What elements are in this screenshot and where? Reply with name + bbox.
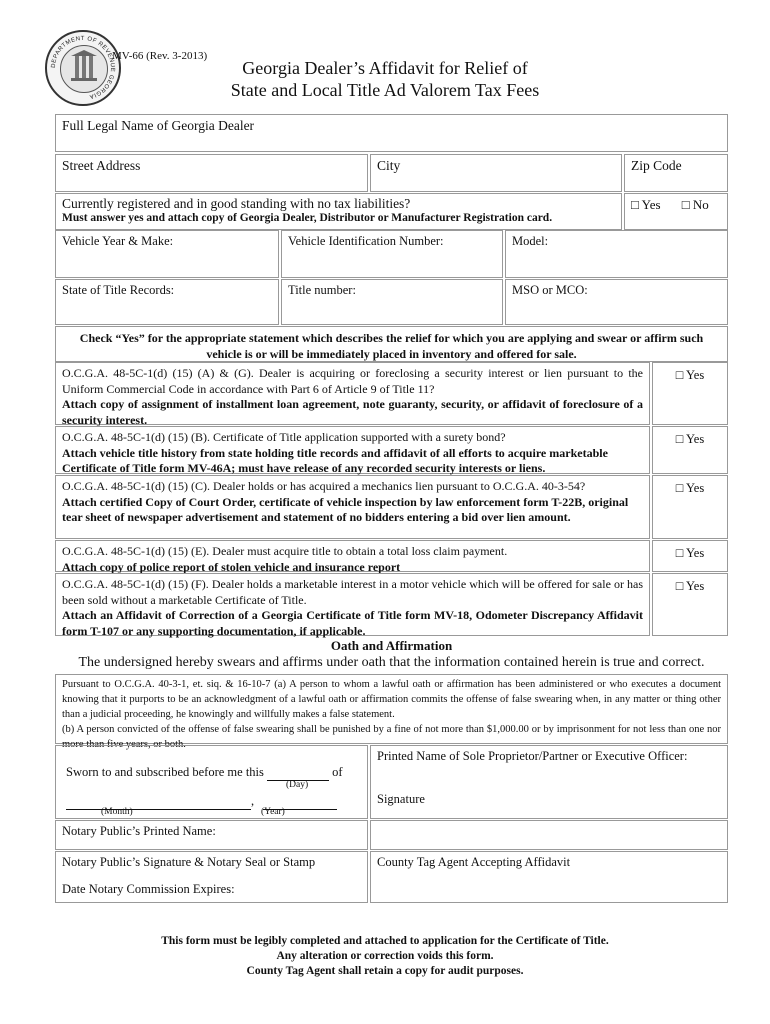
sworn-of: of [332,765,343,779]
notary-signature-label: Notary Public’s Signature & Notary Seal or Stamp [62,855,316,869]
statute-part-b: (b) A person convicted of the offense of false swearing shall be punished by a fine of not more than $1,000.00 or by imprisonment for not less than one nor more than five years, or both. [62,723,721,750]
vehicle-year-make-label: Vehicle Year & Make: [62,234,174,248]
zip-code-label: Zip Code [631,158,682,173]
form-title-line2: State and Local Title Ad Valorem Tax Fees [230,80,540,100]
month-blank[interactable] [66,794,251,810]
sworn-date-block: Sworn to and subscribed before me this of (Day) , (Month) (Year) [55,745,368,819]
relief-item-c [55,475,650,539]
street-address-label: Street Address [62,158,141,173]
commission-expires-label: Date Notary Commission Expires: [62,882,235,896]
registration-no-checkbox[interactable]: □ No [681,197,709,212]
footer-line3: County Tag Agent shall retain a copy for audit purposes. [246,965,524,977]
relief-item-e-statement: O.C.G.A. 48-5C-1(d) (15) (E). Dealer must acquire title to obtain a total loss claim payment. [62,544,508,558]
zip-code-field[interactable] [624,154,728,192]
relief-item-b [55,426,650,474]
year-caption: (Year) [261,807,285,817]
relief-item-a-g-yes-checkbox[interactable]: □ Yes [652,362,728,425]
blank-field[interactable] [370,820,728,850]
relief-item-e-yes-checkbox[interactable]: □ Yes [652,540,728,572]
relief-item-f [55,573,650,636]
day-blank[interactable] [267,765,329,781]
notary-printed-name-label: Notary Public’s Printed Name: [62,824,216,838]
relief-item-a-g-statement: O.C.G.A. 48-5C-1(d) (15) (A) & (G). Dealer is acquiring or foreclosing a security interest or lien pursuant to the Uniform Commercial Code in accordance with Part 6 of Article 9 of Title 11? [62,366,643,396]
printed-name-signature-block[interactable] [370,745,728,819]
footer-line1: This form must be legibly completed and attached to application for the Certificate of Title. [161,935,609,947]
signature-label: Signature [377,792,425,806]
relief-item-e-requirement: Attach copy of police report of stolen vehicle and insurance report [62,559,401,574]
relief-item-b-yes-checkbox[interactable]: □ Yes [652,426,728,474]
relief-item-a-g-requirement: Attach copy of assignment of installment loan agreement, note guaranty, security, or affidavit of foreclosure of a security interest. [62,397,643,427]
form-code: MV-66 (Rev. 3-2013) [112,50,208,62]
relief-item-b-statement: O.C.G.A. 48-5C-1(d) (15) (B). Certificate of Title application supported with a surety bond? [62,430,506,444]
county-tag-agent-label: County Tag Agent Accepting Affidavit [377,855,571,869]
registration-note: Must answer yes and attach copy of Georgia Dealer, Distributor or Manufacturer Registration card. [62,212,553,225]
county-tag-agent-field[interactable] [370,851,728,903]
relief-item-f-requirement: Attach an Affidavit of Correction of a Georgia Certificate of Title form MV-18, Odometer Discrepancy Affidavit form T-107 or any supporting documentation, if applicable. [62,608,643,638]
false-swearing-statute [55,674,728,750]
vehicle-year-make-field[interactable] [55,230,279,278]
full-legal-name-field[interactable] [55,114,728,152]
vin-label: Vehicle Identification Number: [288,234,444,248]
footer-line2: Any alteration or correction voids this form. [276,950,494,962]
city-label: City [377,158,401,173]
statute-part-a: Pursuant to O.C.G.A. 40-3-1, et. siq. & 16-10-7 (a) A person to whom a lawful oath or affirmation has been administered or who executes a document knowing that it purports to be an acknowledgment of a lawful oath or affirmation commits the offense of false swearing when, in any matter or thing other than a judicial proceeding, he knowingly and willfully makes a false statement. [62,679,721,720]
notary-signature-field[interactable] [55,851,368,903]
street-address-field[interactable] [55,154,368,192]
registration-question-text: Currently registered and in good standing with no tax liabilities? [62,196,411,211]
state-title-records-label: State of Title Records: [62,283,175,297]
registration-yes-checkbox[interactable]: □ Yes [631,197,661,212]
relief-item-c-statement: O.C.G.A. 48-5C-1(d) (15) (C). Dealer holds or has acquired a mechanics lien pursuant to O.C.G.A. 40-3-54? [62,479,586,493]
state-title-records-field[interactable] [55,279,279,325]
city-field[interactable] [370,154,622,192]
full-legal-name-label: Full Legal Name of Georgia Dealer [62,118,255,133]
title-number-field[interactable] [281,279,503,325]
oath-text: The undersigned hereby swears and affirms under oath that the information contained herein is true and correct. [78,655,705,670]
model-label: Model: [512,234,549,248]
relief-item-b-requirement: Attach vehicle title history from state holding title records and affidavit of all efforts to acquire marketable Certificate of Title form MV-46A; must have release of any recorded security interests or liens. [62,445,608,476]
relief-instructions: Check “Yes” for the appropriate statement which describes the relief for which you are applying and swear or affirm such vehicle is or will be immediately placed in inventory and offered for sale. [55,326,728,362]
oath-title: Oath and Affirmation [330,638,453,653]
relief-item-c-yes-checkbox[interactable]: □ Yes [652,475,728,539]
mso-mco-field[interactable] [505,279,728,325]
printed-name-label: Printed Name of Sole Proprietor/Partner or Executive Officer: [377,749,688,763]
day-caption: (Day) [286,780,309,790]
registration-question [55,193,622,230]
mso-mco-label: MSO or MCO: [512,283,588,297]
relief-item-f-yes-checkbox[interactable]: □ Yes [652,573,728,636]
sworn-prefix: Sworn to and subscribed before me this [66,765,264,779]
registration-answer [624,193,728,230]
form-title-line1: Georgia Dealer’s Affidavit for Relief of [242,58,528,78]
relief-item-f-statement: O.C.G.A. 48-5C-1(d) (15) (F). Dealer holds a marketable interest in a motor vehicle which will be offered for sale or has been sold without a marketable Certificate of Title. [62,577,643,607]
relief-item-a-g [55,362,650,425]
vin-field[interactable] [281,230,503,278]
model-field[interactable] [505,230,728,278]
svg-text:DEPARTMENT OF REVENUE GEORGIA: DEPARTMENT OF REVENUE GEORGIA [50,35,116,100]
notary-printed-name-field[interactable] [55,820,368,850]
relief-item-e [55,540,650,572]
title-number-label: Title number: [288,283,356,297]
month-caption: (Month) [101,807,133,817]
relief-item-c-requirement: Attach certified Copy of Court Order, certificate of vehicle inspection by law enforcement form T-22B, original tear sheet of newspaper advertisement and statement of no bidders entering a bid over lien amount. [62,494,629,525]
